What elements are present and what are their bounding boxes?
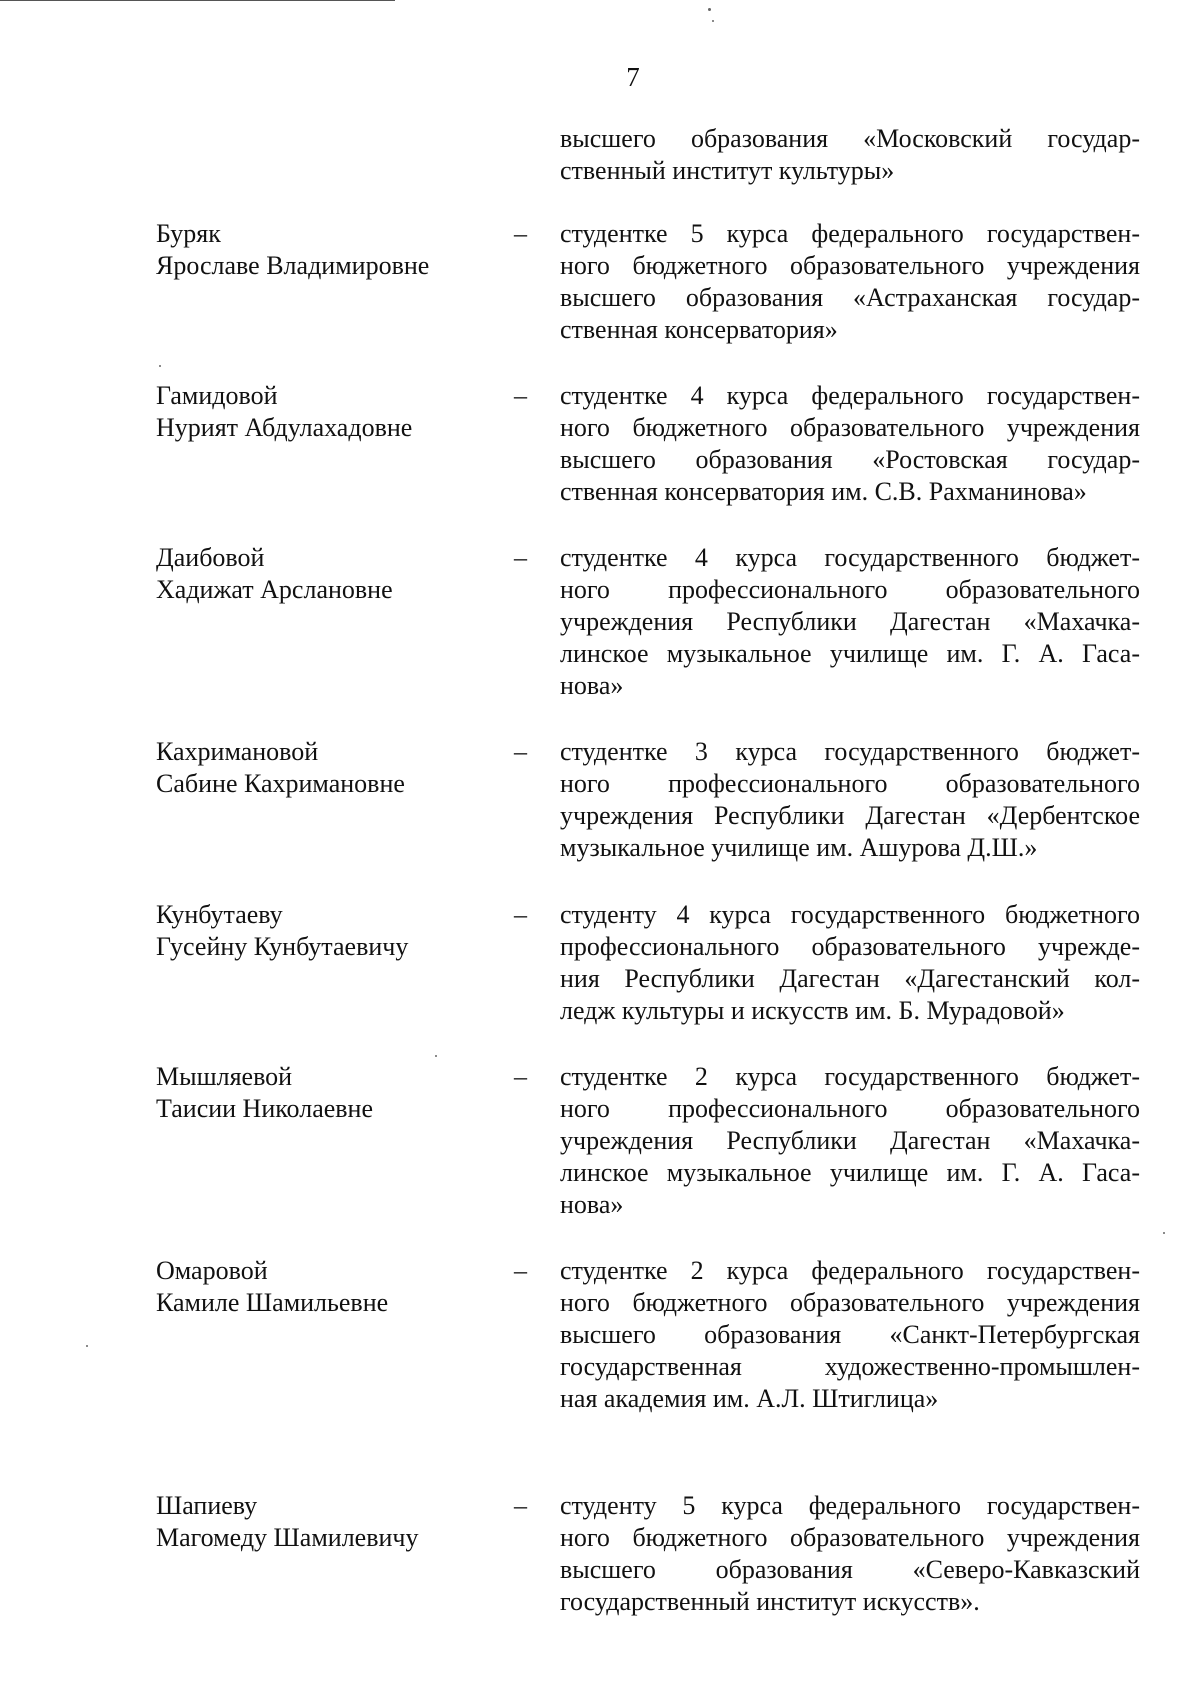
description-line: ного профессионального образовательного (560, 769, 1140, 798)
description-line: линское музыкальное училище им. Г. А. Гаса- (560, 1158, 1140, 1187)
recipient-given-names: Сабине Кахримановне (156, 769, 405, 798)
recipient-given-names: Таисии Николаевне (156, 1094, 374, 1123)
description-line: ственная консерватория им. С.В. Рахманинова» (560, 477, 1087, 506)
recipient-surname: Мышляевой (156, 1062, 293, 1091)
description-line: ледж культуры и искусств им. Б. Мурадовой» (560, 996, 1065, 1025)
description-line: студенту 4 курса государственного бюджетного (560, 900, 1140, 929)
description-line: высшего образования «Санкт-Петербургская (560, 1320, 1140, 1349)
description-line: студентке 4 курса федерального государствен- (560, 381, 1140, 410)
description-line: студентке 2 курса государственного бюджет- (560, 1062, 1140, 1091)
recipient-given-names: Нурият Абдулахадовне (156, 413, 413, 442)
recipient-surname: Кунбутаеву (156, 900, 283, 929)
entry-dash: – (514, 900, 527, 929)
description-line: учреждения Республики Дагестан «Махачка- (560, 1126, 1140, 1155)
continuation-line: высшего образования «Московский государ- (560, 124, 1140, 153)
recipient-surname: Шапиеву (156, 1491, 258, 1520)
description-line: ственная консерватория» (560, 315, 838, 344)
description-line: высшего образования «Астраханская государ- (560, 283, 1140, 312)
entry-dash: – (514, 219, 527, 248)
recipient-surname: Кахримановой (156, 737, 319, 766)
description-line: высшего образования «Ростовская государ- (560, 445, 1140, 474)
description-line: ного бюджетного образовательного учреждения (560, 413, 1140, 442)
recipient-given-names: Хадижат Арслановне (156, 575, 393, 604)
top-rule (0, 0, 395, 1)
recipient-surname: Омаровой (156, 1256, 268, 1285)
recipient-surname: Даибовой (156, 543, 265, 572)
page-number: 7 (626, 62, 640, 92)
recipient-given-names: Гусейну Кунбутаевичу (156, 932, 409, 961)
description-line: студентке 5 курса федерального государствен- (560, 219, 1140, 248)
description-line: линское музыкальное училище им. Г. А. Гаса- (560, 639, 1140, 668)
recipient-surname: Буряк (156, 219, 221, 248)
description-line: ния Республики Дагестан «Дагестанский кол- (560, 964, 1140, 993)
continuation-line: ственный институт культуры» (560, 156, 895, 185)
description-line: музыкальное училище им. Ашурова Д.Ш.» (560, 833, 1038, 862)
entry-dash: – (514, 1491, 527, 1520)
description-line: ного профессионального образовательного (560, 1094, 1140, 1123)
entry-dash: – (514, 543, 527, 572)
description-line: студентке 3 курса государственного бюджет- (560, 737, 1140, 766)
recipient-given-names: Ярославе Владимировне (156, 251, 430, 280)
description-line: студентке 4 курса государственного бюджет- (560, 543, 1140, 572)
description-line: ная академия им. А.Л. Штиглица» (560, 1384, 939, 1413)
recipient-given-names: Магомеду Шамилевичу (156, 1523, 419, 1552)
scan-speck (708, 8, 711, 11)
scan-speck (435, 1055, 437, 1057)
description-line: высшего образования «Северо-Кавказский (560, 1555, 1140, 1584)
scan-speck (86, 1345, 88, 1347)
scan-speck (712, 20, 714, 22)
description-line: ного бюджетного образовательного учреждения (560, 1288, 1140, 1317)
description-line: государственный институт искусств». (560, 1587, 980, 1616)
description-line: студентке 2 курса федерального государствен- (560, 1256, 1140, 1285)
recipient-given-names: Камиле Шамильевне (156, 1288, 389, 1317)
description-line: нова» (560, 1190, 624, 1219)
entry-dash: – (514, 1062, 527, 1091)
scan-speck (1163, 1232, 1165, 1234)
entry-dash: – (514, 1256, 527, 1285)
description-line: учреждения Республики Дагестан «Дербентское (560, 801, 1140, 830)
description-line: нова» (560, 671, 624, 700)
description-line: профессионального образовательного учрежде- (560, 932, 1140, 961)
description-line: государственная художественно-промышлен- (560, 1352, 1140, 1381)
scan-speck (159, 365, 161, 367)
description-line: ного бюджетного образовательного учреждения (560, 1523, 1140, 1552)
recipient-surname: Гамидовой (156, 381, 278, 410)
description-line: студенту 5 курса федерального государствен- (560, 1491, 1140, 1520)
description-line: ного бюджетного образовательного учреждения (560, 251, 1140, 280)
entry-dash: – (514, 737, 527, 766)
description-line: ного профессионального образовательного (560, 575, 1140, 604)
description-line: учреждения Республики Дагестан «Махачка- (560, 607, 1140, 636)
entry-dash: – (514, 381, 527, 410)
